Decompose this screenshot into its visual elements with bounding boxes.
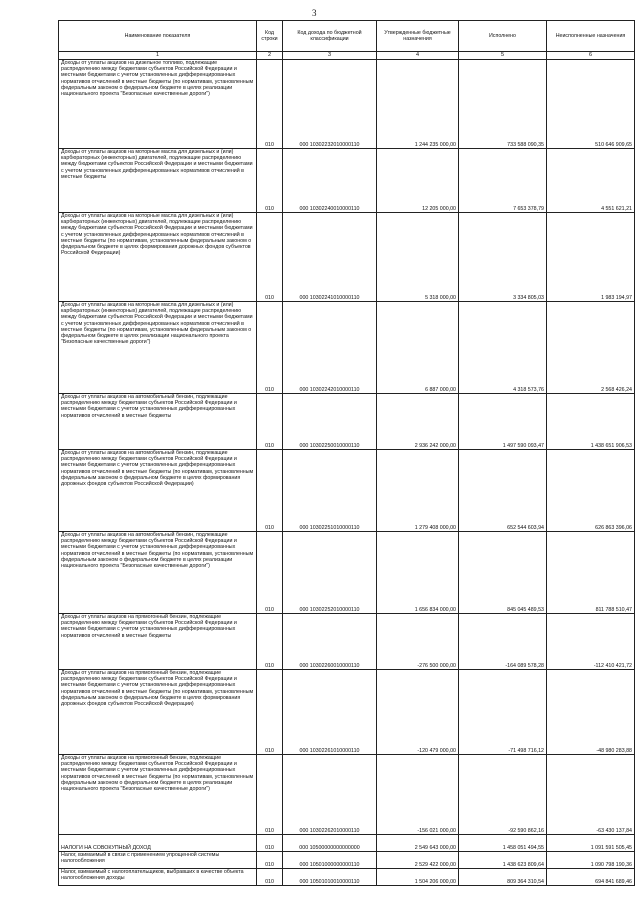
row-executed: -92 590 862,16 — [459, 755, 547, 835]
row-kbk: 000 10501000000000110 — [283, 852, 377, 869]
row-name: Доходы от уплаты акцизов на автомобильный бензин, подлежащие распределению между бюджетами субъектов Российской Федерации и местными бюджетами с учетом установленных дифференцированных нормативов отчислений в местные бюджеты — [59, 394, 257, 450]
row-approved: 1 279 408 000,00 — [377, 450, 459, 532]
row-executed: 7 653 378,79 — [459, 149, 547, 213]
row-approved: 5 318 000,00 — [377, 213, 459, 302]
row-unexecuted: 626 863 396,06 — [547, 450, 635, 532]
table-row — [59, 670, 635, 755]
table-row — [59, 835, 635, 852]
row-approved: 1 504 206 000,00 — [377, 869, 459, 886]
row-name: Доходы от уплаты акцизов на прямогонный бензин, подлежащие распределению между бюджетами субъектов Российской Федерации и местными бюджетами с учетом установленных дифференцированных нормативов отчислений в местные бюджеты — [59, 614, 257, 670]
row-unexecuted: 1 983 194,97 — [547, 213, 635, 302]
header-kbk: Код дохода по бюджетной классификации — [283, 21, 377, 52]
row-code: 010 — [257, 614, 283, 670]
row-name: Доходы от уплаты акцизов на прямогонный бензин, подлежащие распределению между бюджетами субъектов Российской Федерации и местными бюджетами с учетом установленных дифференцированных нормативов отчислений в местные бюджеты (по нормативам, установленным федеральным законом о федеральном бюджете в целях формирования дорожных фондов субъектов Российской Федерации) — [59, 670, 257, 755]
row-kbk: 000 10302242010000110 — [283, 302, 377, 394]
column-number-row — [59, 52, 635, 60]
row-executed: -71 498 716,12 — [459, 670, 547, 755]
row-unexecuted: 811 788 510,47 — [547, 532, 635, 614]
row-code: 010 — [257, 60, 283, 149]
row-approved: 2 549 643 000,00 — [377, 835, 459, 852]
row-unexecuted: -48 980 283,88 — [547, 670, 635, 755]
row-name: Налог, взимаемый в связи с применением упрощенной системы налогообложения — [59, 852, 257, 869]
table-row — [59, 755, 635, 835]
row-unexecuted: -63 430 137,84 — [547, 755, 635, 835]
row-executed: 1 458 051 494,55 — [459, 835, 547, 852]
column-number: 1 — [59, 52, 257, 60]
budget-execution-table — [58, 20, 635, 886]
row-unexecuted: -112 410 421,72 — [547, 614, 635, 670]
table-row — [59, 532, 635, 614]
row-executed: 652 544 603,94 — [459, 450, 547, 532]
row-unexecuted: 1 438 651 906,53 — [547, 394, 635, 450]
row-approved: 2 529 422 000,00 — [377, 852, 459, 869]
row-code: 010 — [257, 670, 283, 755]
row-unexecuted: 510 646 909,65 — [547, 60, 635, 149]
table-header-row — [59, 21, 635, 52]
row-kbk: 000 10302240010000110 — [283, 149, 377, 213]
row-unexecuted: 694 841 689,46 — [547, 869, 635, 886]
row-executed: 1 497 590 093,47 — [459, 394, 547, 450]
row-approved: 2 936 242 000,00 — [377, 394, 459, 450]
table-row — [59, 149, 635, 213]
column-number: 5 — [459, 52, 547, 60]
row-name: Доходы от уплаты акцизов на автомобильный бензин, подлежащие распределению между бюджетами субъектов Российской Федерации и местными бюджетами с учетом установленных дифференцированных нормативов отчислений в местные бюджеты (по нормативам, установленным федеральным законом о федеральном бюджете в целях формирования дорожных фондов субъектов Российской Федерации) — [59, 450, 257, 532]
row-code: 010 — [257, 755, 283, 835]
row-kbk: 000 10302260010000110 — [283, 614, 377, 670]
row-executed: -164 089 578,28 — [459, 614, 547, 670]
row-executed: 3 334 805,03 — [459, 213, 547, 302]
column-number: 4 — [377, 52, 459, 60]
row-name: Доходы от уплаты акцизов на моторные масла для дизельных и (или) карбюраторных (инжекторных) двигателей, подлежащие распределению между бюджетами субъектов Российской Федерации и местными бюджетами с учетом установленных дифференцированных нормативов отчислений в местные бюджеты (по нормативам, установленным федеральным законом о федеральном бюджете в целях формирования дорожных фондов субъектов Российской Федерации) — [59, 213, 257, 302]
row-kbk: 000 10500000000000000 — [283, 835, 377, 852]
header-name: Наименование показателя — [59, 21, 257, 52]
row-unexecuted: 1 091 591 505,45 — [547, 835, 635, 852]
row-code: 010 — [257, 869, 283, 886]
page-number: 3 — [312, 8, 317, 18]
row-executed: 1 438 623 809,64 — [459, 852, 547, 869]
row-name: Доходы от уплаты акцизов на моторные масла для дизельных и (или) карбюраторных (инжекторных) двигателей, подлежащие распределению между бюджетами субъектов Российской Федерации и местными бюджетами с учетом установленных дифференцированных нормативов отчислений в местные бюджеты (по нормативам, установленным федеральным законом о федеральном бюджете в целях реализации национального проекта "Безопасные качественные дороги") — [59, 302, 257, 394]
table-row — [59, 614, 635, 670]
row-unexecuted: 4 551 621,21 — [547, 149, 635, 213]
column-number: 2 — [257, 52, 283, 60]
row-kbk: 000 10302251010000110 — [283, 450, 377, 532]
row-unexecuted: 2 568 426,24 — [547, 302, 635, 394]
row-executed: 733 588 090,35 — [459, 60, 547, 149]
row-kbk: 000 10302232010000110 — [283, 60, 377, 149]
row-name: Доходы от уплаты акцизов на дизельное топливо, подлежащие распределению между бюджетами субъектов Российской Федерации и местными бюджетами с учетом установленных дифференцированных нормативов отчислений в местные бюджеты (по нормативам, установленным федеральным законом о федеральном бюджете в целях реализации национального проекта "Безопасные качественные дороги") — [59, 60, 257, 149]
row-name: НАЛОГИ НА СОВОКУПНЫЙ ДОХОД — [59, 835, 257, 852]
table-row — [59, 869, 635, 886]
row-code: 010 — [257, 852, 283, 869]
row-code: 010 — [257, 213, 283, 302]
table-row — [59, 213, 635, 302]
row-kbk: 000 10501010010000110 — [283, 869, 377, 886]
row-approved: 1 244 235 000,00 — [377, 60, 459, 149]
header-executed: Исполнено — [459, 21, 547, 52]
row-code: 010 — [257, 835, 283, 852]
row-name: Доходы от уплаты акцизов на моторные масла для дизельных и (или) карбюраторных (инжекторных) двигателей, подлежащие распределению между бюджетами субъектов Российской Федерации и местными бюджетами с учетом установленных дифференцированных нормативов отчислений в местные бюджеты — [59, 149, 257, 213]
row-unexecuted: 1 090 798 190,36 — [547, 852, 635, 869]
table-row — [59, 394, 635, 450]
row-kbk: 000 10302252010000110 — [283, 532, 377, 614]
table-row — [59, 60, 635, 149]
header-unexecuted: Неисполненные назначения — [547, 21, 635, 52]
row-approved: -120 479 000,00 — [377, 670, 459, 755]
row-executed: 4 318 573,76 — [459, 302, 547, 394]
column-number: 3 — [283, 52, 377, 60]
row-code: 010 — [257, 149, 283, 213]
row-executed: 809 364 310,54 — [459, 869, 547, 886]
row-kbk: 000 10302250010000110 — [283, 394, 377, 450]
row-kbk: 000 10302261010000110 — [283, 670, 377, 755]
row-code: 010 — [257, 302, 283, 394]
column-number: 6 — [547, 52, 635, 60]
row-approved: 6 887 000,00 — [377, 302, 459, 394]
row-kbk: 000 10302262010000110 — [283, 755, 377, 835]
row-approved: -276 500 000,00 — [377, 614, 459, 670]
table-row — [59, 450, 635, 532]
row-approved: 1 656 834 000,00 — [377, 532, 459, 614]
row-code: 010 — [257, 532, 283, 614]
row-name: Доходы от уплаты акцизов на автомобильный бензин, подлежащие распределению между бюджетами субъектов Российской Федерации и местными бюджетами с учетом установленных дифференцированных нормативов отчислений в местные бюджеты (по нормативам, установленным федеральным законом о федеральном бюджете в целях реализации национального проекта "Безопасные качественные дороги") — [59, 532, 257, 614]
header-code: Код строки — [257, 21, 283, 52]
row-code: 010 — [257, 450, 283, 532]
table-row — [59, 852, 635, 869]
row-kbk: 000 10302241010000110 — [283, 213, 377, 302]
row-approved: -156 021 000,00 — [377, 755, 459, 835]
row-name: Доходы от уплаты акцизов на прямогонный бензин, подлежащие распределению между бюджетами субъектов Российской Федерации и местными бюджетами с учетом установленных дифференцированных нормативов отчислений в местные бюджеты (по нормативам, установленным федеральным законом о федеральном бюджете в целях реализации национального проекта "Безопасные качественные дороги") — [59, 755, 257, 835]
header-approved: Утвержденные бюджетные назначения — [377, 21, 459, 52]
row-code: 010 — [257, 394, 283, 450]
row-executed: 845 045 489,53 — [459, 532, 547, 614]
row-approved: 12 205 000,00 — [377, 149, 459, 213]
row-name: Налог, взимаемый с налогоплательщиков, выбравших в качестве объекта налогообложения доходы — [59, 869, 257, 886]
table-row — [59, 302, 635, 394]
